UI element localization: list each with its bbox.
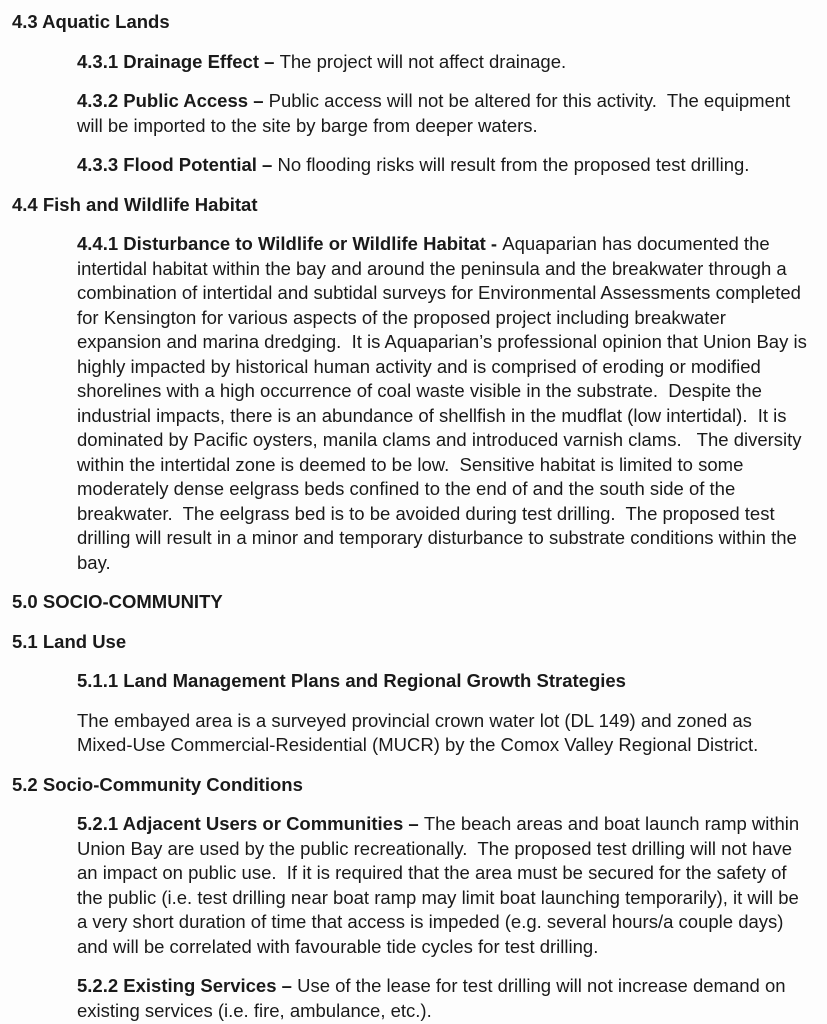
paragraph-5-1-1	[77, 709, 810, 758]
subsection-heading-5-1-1: 5.1.1 Land Management Plans and Regional Growth Strategies	[77, 670, 626, 691]
paragraph-5-1-1-text: The embayed area is a surveyed provincial crown water lot (DL 149) and zoned as Mixed-Use Commercial-Residential (MUCR) by the Comox Valley Regional District.	[77, 709, 759, 755]
paragraph-4-4-1-text: Aquaparian has documented the intertidal habitat within the bay and around the peninsula and the breakwater through a combination of intertidal and subtidal surveys for Environmental Assessments completed for Kensington for various aspects of the proposed project including breakwater expansion and marina dredging. It is Aquaparian’s professional opinion that Union Bay is highly impacted by historical human activity and is comprised of eroding or modified shorelines with a high occurrence of coal waste visible in the substrate. Despite the industrial impacts, there is an abundance of shellfish in the mudflat (low intertidal). It is dominated by Pacific oysters, manila clams and introduced varnish clams. The diversity within the intertidal zone is deemed to be low. Sensitive habitat is limited to some moderately dense eelgrass beds confined to the end of and the south side of the breakwater. The eelgrass bed is to be avoided during test drilling. The proposed test drilling will result in a minor and temporary disturbance to substrate conditions within the bay.	[77, 233, 812, 573]
paragraph-4-3-2-lead: 4.3.2 Public Access –	[77, 90, 269, 111]
paragraph-4-3-3	[77, 153, 810, 178]
paragraph-4-3-3-text: No flooding risks will result from the proposed test drilling.	[277, 154, 750, 175]
paragraph-4-3-2	[77, 89, 810, 138]
paragraph-4-4-1	[77, 232, 810, 575]
paragraph-5-2-1-lead: 5.2.1 Adjacent Users or Communities –	[77, 813, 424, 834]
paragraph-4-3-3-lead: 4.3.3 Flood Potential –	[77, 154, 278, 175]
section-heading-5-0: 5.0 SOCIO-COMMUNITY	[12, 591, 223, 612]
paragraph-5-2-2	[77, 974, 810, 1023]
paragraph-4-3-1	[77, 50, 810, 75]
paragraph-4-3-2-text: Public access will not be altered for this activity. The equipment will be imported to the site by barge from deeper waters.	[77, 90, 796, 136]
section-heading-4-3: 4.3 Aquatic Lands	[12, 11, 170, 32]
section-heading-5-1: 5.1 Land Use	[12, 630, 127, 652]
paragraph-5-2-2-text: Use of the lease for test drilling will not increase demand on existing services (i.e. fire, ambulance, etc.).	[77, 975, 791, 1021]
paragraph-5-2-1-text: The beach areas and boat launch ramp within Union Bay are used by the public recreationally. The proposed test drilling will not have an impact on public use. If it is required that the area must be secured for the safety of the public (i.e. test drilling near boat ramp may limit boat launching temporarily), it will be a very short duration of time that access is impeded (e.g. several hours/a couple days) and will be correlated with favourable tide cycles for test drilling.	[77, 813, 805, 957]
paragraph-5-2-1	[77, 812, 810, 959]
paragraph-4-4-1-lead: 4.4.1 Disturbance to Wildlife or Wildlife Habitat -	[77, 233, 503, 254]
paragraph-4-3-1-lead: 4.3.1 Drainage Effect –	[77, 50, 280, 72]
paragraph-4-3-1-text: The project will not affect drainage.	[279, 50, 567, 72]
section-heading-5-2: 5.2 Socio-Community Conditions	[12, 773, 303, 795]
section-heading-4-4: 4.4 Fish and Wildlife Habitat	[12, 193, 258, 215]
paragraph-5-2-2-lead: 5.2.2 Existing Services –	[77, 975, 298, 996]
